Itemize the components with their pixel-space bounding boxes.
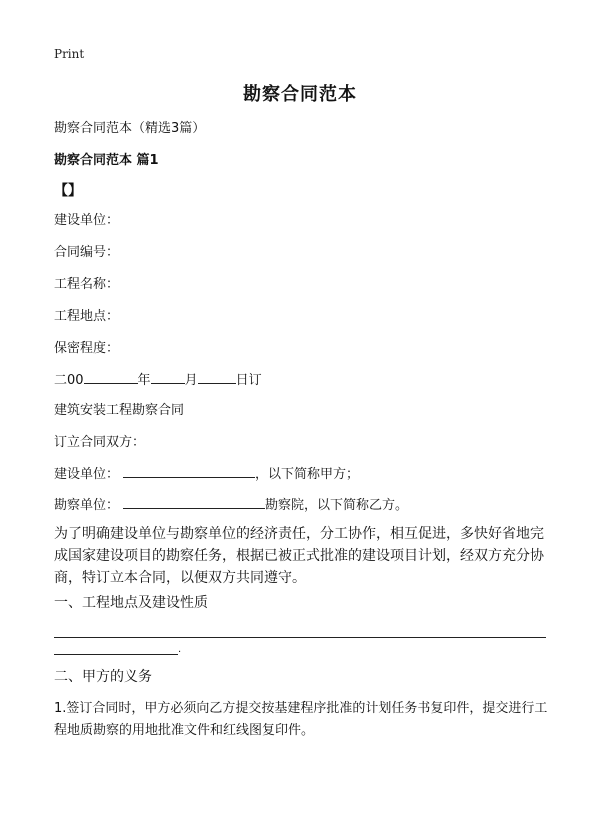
date-month: 月	[184, 373, 198, 388]
party-b-label: 勘察单位：	[54, 498, 120, 513]
party-b-blank	[123, 495, 265, 509]
section-1-end-mark: .	[178, 644, 182, 655]
parties-heading: 订立合同双方：	[54, 435, 146, 450]
section-1-heading: 一、工程地点及建设性质	[54, 595, 208, 611]
month-blank	[151, 370, 185, 384]
date-prefix: 二00	[54, 373, 84, 388]
day-blank	[198, 370, 236, 384]
document-title: 勘察合同范本	[243, 84, 357, 105]
party-a-after: ，以下简称甲方；	[255, 467, 360, 482]
print-label: Print	[54, 47, 85, 61]
party-b-after: 勘察院，以下简称乙方。	[265, 498, 409, 513]
clause-1: 1.签订合同时，甲方必须向乙方提交按基建程序批准的计划任务书复印件，提交进行工程地质勘察的用地批准文件和红线图复印件。	[54, 701, 548, 738]
contract-name: 建筑安装工程勘察合同	[54, 403, 185, 418]
section-2-heading: 二、甲方的义务	[54, 669, 152, 685]
field-project-name: 工程名称：	[54, 277, 120, 292]
date-year: 年	[137, 373, 151, 388]
section-1-rule-full	[54, 637, 546, 638]
date-line	[54, 370, 262, 390]
party-a-blank	[123, 464, 255, 478]
field-confidentiality: 保密程度：	[54, 341, 120, 356]
field-construction-unit: 建设单位：	[54, 213, 120, 228]
year-blank	[84, 370, 138, 384]
party-a-label: 建设单位：	[54, 467, 120, 482]
section-heading: 勘察合同范本 篇1	[54, 153, 159, 168]
party-b-line	[54, 495, 408, 515]
field-contract-no: 合同编号：	[54, 245, 120, 260]
document-subtitle: 勘察合同范本（精选3篇）	[54, 121, 206, 136]
date-suffix: 日订	[235, 373, 262, 388]
field-project-location: 工程地点：	[54, 309, 120, 324]
intro-paragraph: 为了明确建设单位与勘察单位的经济责任，分工协作，相互促进，多快好省地完成国家建设项目的勘察任务，根据已被正式批准的建设项目计划，经双方充分协商，特订立本合同，以便双方共同遵守。	[54, 526, 544, 586]
party-a-line	[54, 464, 359, 484]
section-1-rule-short	[54, 654, 178, 655]
empty-brackets: 【】	[54, 183, 82, 199]
